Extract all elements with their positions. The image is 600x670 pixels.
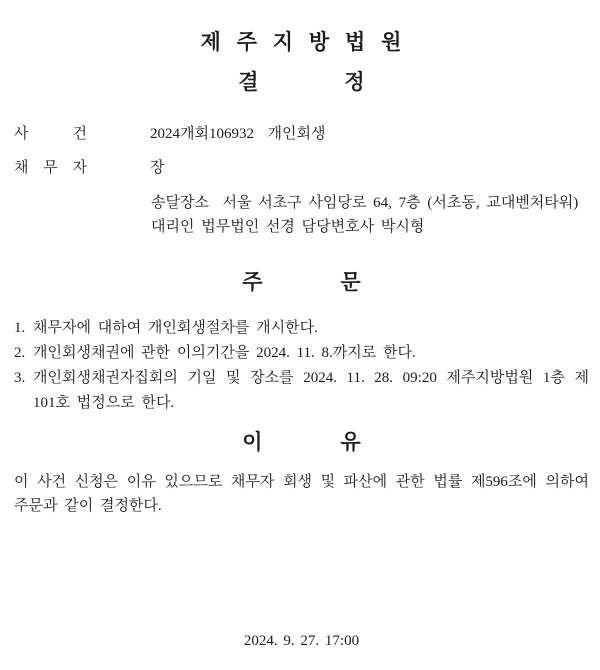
debtor-label: 채 무 자 xyxy=(14,160,87,176)
debtor-name: 장 xyxy=(150,160,165,176)
service-address-line: 송달장소 서울 서초구 사임당로 64, 7층 (서초동, 교대벤처타워) xyxy=(151,195,579,211)
debtor-row xyxy=(14,158,589,178)
reason-text-line-2: 주문과 같이 결정한다. xyxy=(14,498,162,514)
order-item-2 xyxy=(14,341,589,366)
reason-text-line-1: 이 사건 신청은 이유 있으므로 채무자 회생 및 파산에 관한 법률 제596조에 의하여 xyxy=(14,474,589,490)
order-item-3-number: 3. xyxy=(14,370,26,386)
order-item-1 xyxy=(14,316,589,341)
decision-datetime: 2024. 9. 27. 17:00 xyxy=(243,633,360,649)
case-number: 2024개회106932 개인회생 xyxy=(150,126,326,142)
order-item-3-continuation: 101호 법정으로 한다. xyxy=(33,395,175,411)
order-item-1-number: 1. xyxy=(14,320,26,336)
representative-line: 대리인 법무법인 선경 담당변호사 박시형 xyxy=(151,219,425,235)
case-label: 사 건 xyxy=(14,126,87,142)
order-item-2-number: 2. xyxy=(14,345,26,361)
case-row xyxy=(14,124,589,144)
decision-title: 결 정 xyxy=(238,71,365,94)
court-name: 제 주 지 방 법 원 xyxy=(200,31,403,54)
order-item-3 xyxy=(14,366,589,391)
order-item-1-text: 채무자에 대하여 개인회생절차를 개시한다. xyxy=(33,320,318,336)
order-item-3-text: 개인회생채권자집회의 기일 및 장소를 2024. 11. 28. 09:20 제주지방법원 1층 제 xyxy=(33,370,589,386)
order-heading: 주 문 xyxy=(242,271,361,294)
order-item-2-text: 개인회생채권에 관한 이의기간을 2024. 11. 8.까지로 한다. xyxy=(33,345,416,361)
reason-heading: 이 유 xyxy=(242,431,361,454)
